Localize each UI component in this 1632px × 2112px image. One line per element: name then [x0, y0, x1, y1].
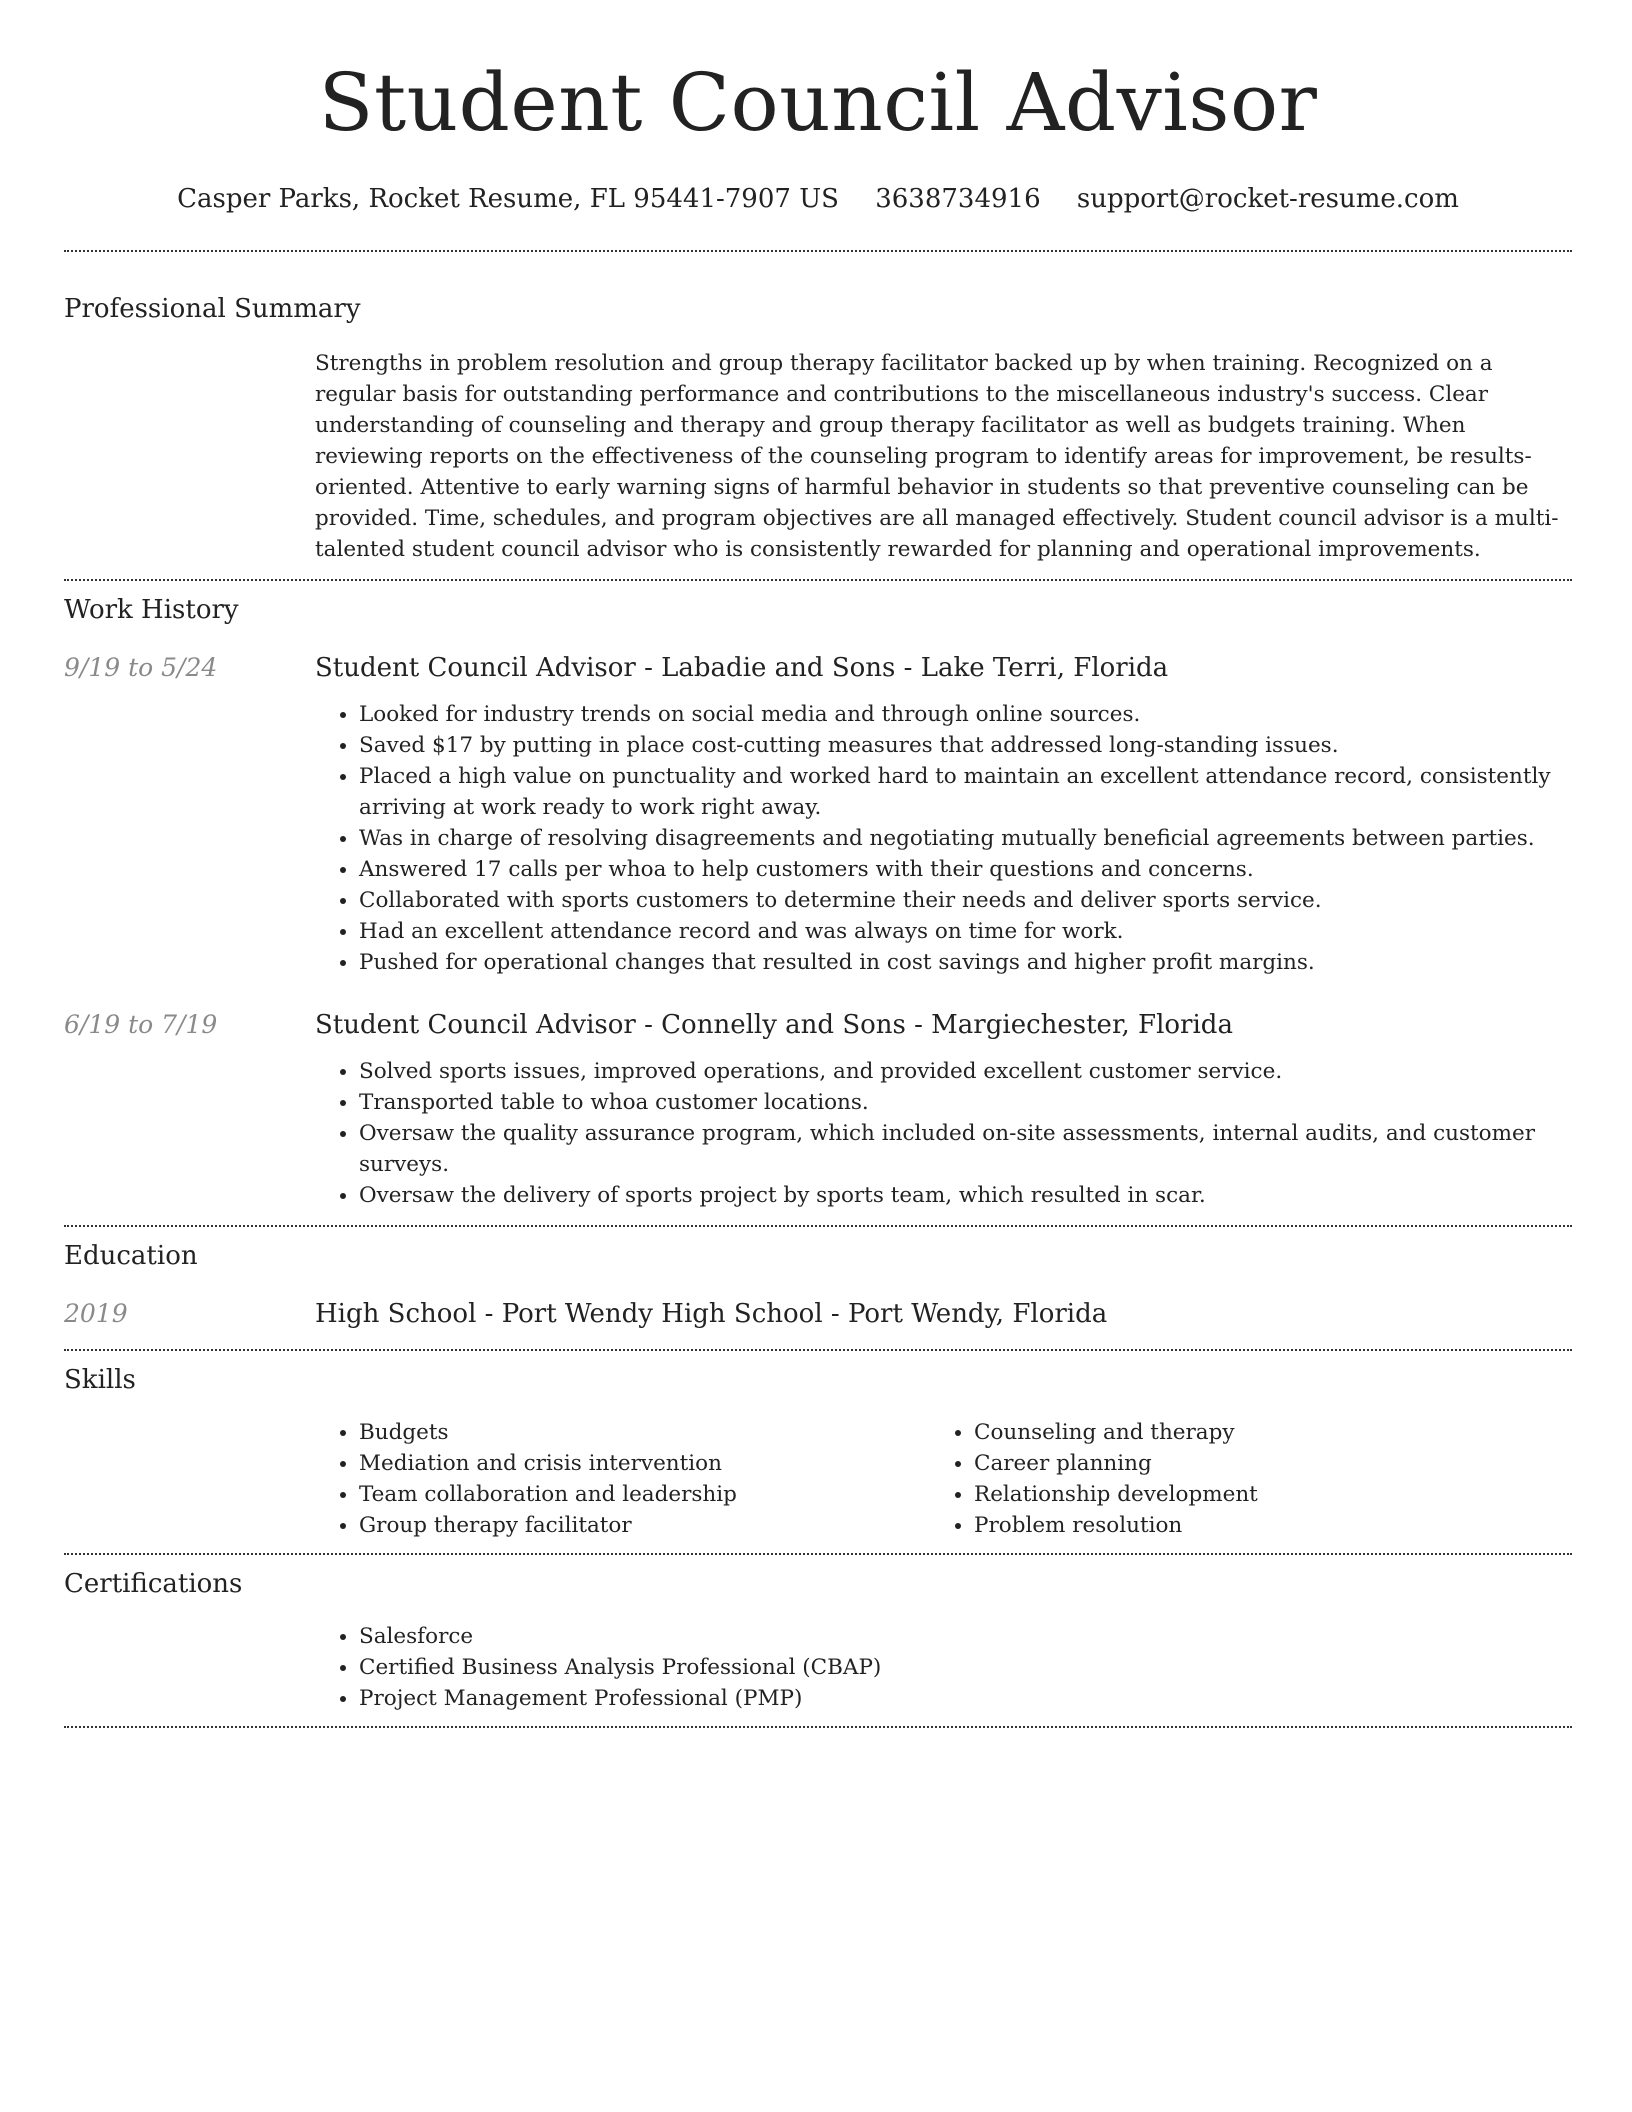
skill-item: • Problem resolution	[974, 1510, 1545, 1541]
job-dates: 9/19 to 5/24	[64, 653, 218, 682]
certification-item: • Project Management Professional (PMP)	[359, 1683, 1572, 1714]
certifications-list	[315, 1621, 1572, 1714]
job-bullet: • Oversaw the quality assurance program, which included on-site assessments, internal audits, and customer surveys.	[359, 1118, 1572, 1180]
summary-heading: Professional Summary	[64, 294, 361, 324]
skills-list-right	[930, 1417, 1545, 1541]
job-entry	[64, 651, 1572, 685]
contact-email: support@rocket-resume.com	[1076, 184, 1459, 214]
education-year: 2019	[64, 1299, 128, 1328]
skill-item: • Mediation and crisis intervention	[359, 1448, 930, 1479]
education-heading: Education	[64, 1241, 198, 1271]
education-section	[64, 1227, 1572, 1349]
job-entry	[64, 1008, 1572, 1042]
skills-columns	[315, 1417, 1572, 1541]
skill-item: • Team collaboration and leadership	[359, 1479, 930, 1510]
section-divider	[64, 250, 1572, 252]
job-bullet: • Collaborated with sports customers to determine their needs and deliver sports service.	[359, 885, 1572, 916]
skill-item: • Career planning	[974, 1448, 1545, 1479]
contact-address: Casper Parks, Rocket Resume, FL 95441-7907 US	[177, 184, 839, 214]
resume-page	[64, 0, 1572, 1728]
job-title: Student Council Advisor - Labadie and Sons - Lake Terri, Florida	[315, 653, 1169, 683]
skill-item: • Group therapy facilitator	[359, 1510, 930, 1541]
job-bullet: • Transported table to whoa customer locations.	[359, 1087, 1572, 1118]
job-bullet: • Pushed for operational changes that resulted in cost savings and higher profit margins.	[359, 947, 1572, 978]
skill-item: • Counseling and therapy	[974, 1417, 1545, 1448]
resume-title: Student Council Advisor	[318, 56, 1318, 149]
certifications-heading: Certifications	[64, 1569, 243, 1599]
job-title: Student Council Advisor - Connelly and Sons - Margiechester, Florida	[315, 1010, 1233, 1040]
certification-item: • Salesforce	[359, 1621, 1572, 1652]
work-history-heading: Work History	[64, 595, 239, 625]
skill-item: • Relationship development	[974, 1479, 1545, 1510]
skill-item: • Budgets	[359, 1417, 930, 1448]
contact-phone: 3638734916	[875, 184, 1041, 214]
job-dates: 6/19 to 7/19	[64, 1010, 218, 1039]
certification-item: • Certified Business Analysis Professional (CBAP)	[359, 1652, 1572, 1683]
contact-line	[64, 182, 1572, 216]
job-bullet: • Saved $17 by putting in place cost-cutting measures that addressed long-standing issues.	[359, 730, 1572, 761]
skills-heading: Skills	[64, 1365, 136, 1395]
skills-list-left	[315, 1417, 930, 1541]
job-bullet: • Had an excellent attendance record and was always on time for work.	[359, 916, 1572, 947]
job-bullet: • Solved sports issues, improved operations, and provided excellent customer service.	[359, 1056, 1572, 1087]
job-bullet: • Oversaw the delivery of sports project by sports team, which resulted in scar.	[359, 1180, 1572, 1211]
section-divider	[64, 1726, 1572, 1728]
education-entry	[64, 1297, 1572, 1349]
summary-section	[64, 292, 1572, 565]
certifications-section	[64, 1555, 1572, 1714]
job-bullet: • Looked for industry trends on social media and through online sources.	[359, 699, 1572, 730]
job-bullets	[315, 699, 1572, 978]
work-history-section	[64, 581, 1572, 1225]
education-detail: High School - Port Wendy High School - Port Wendy, Florida	[315, 1299, 1108, 1329]
summary-text: Strengths in problem resolution and group therapy facilitator backed up by when training. Recognized on a regular basis for outstanding performance and contributions to the miscellaneous industry's success. Clear understanding of counseling and therapy and group therapy facilitator as well as budgets training. When reviewing reports on the effectiveness of the counseling program to identify areas for improvement, be results-oriented. Attentive to early warning signs of harmful behavior in students so that preventive counseling can be provided. Time, schedules, and program objectives are all managed effectively. Student council advisor is a multi-talented student council advisor who is consistently rewarded for planning and operational improvements.	[315, 351, 1559, 562]
skills-section	[64, 1351, 1572, 1541]
job-bullet: • Answered 17 calls per whoa to help customers with their questions and concerns.	[359, 854, 1572, 885]
job-bullet: • Placed a high value on punctuality and worked hard to maintain an excellent attendance record, consistently arriving at work ready to work right away.	[359, 761, 1572, 823]
job-bullet: • Was in charge of resolving disagreements and negotiating mutually beneficial agreements between parties.	[359, 823, 1572, 854]
job-bullets	[315, 1056, 1572, 1211]
